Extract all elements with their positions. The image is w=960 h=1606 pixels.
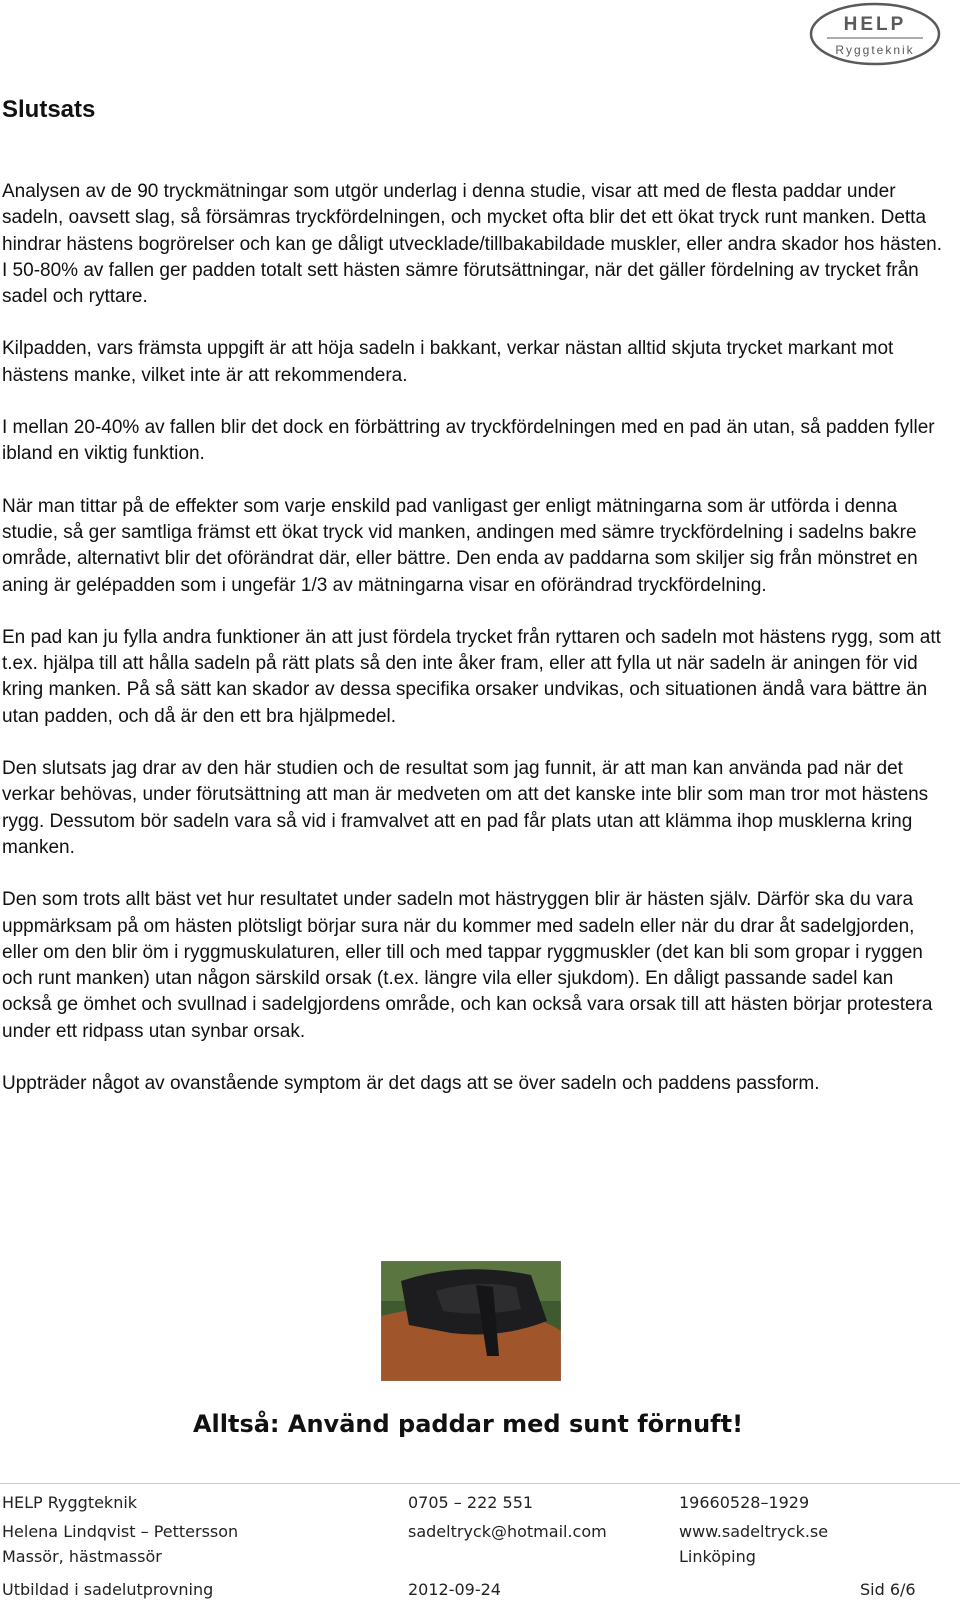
- paragraph: Analysen av de 90 tryckmätningar som utgör underlag i denna studie, visar att med de flesta paddar under sadeln, oavsett slag, så försämras tryckfördelningen, och mycket ofta blir det ett ökat tryck runt manken. Detta hindrar hästens bogrörelser och kan ge dåligt utvecklade/tillbakabildade muskler, eller andra skador hos hästen. I 50-80% av fallen ger padden totalt sett hästen sämre förutsättningar, när det gäller fördelning av trycket från sadel och ryttare.: [2, 181, 942, 308]
- logo-main-text: HELP: [843, 14, 907, 35]
- page-heading: Slutsats: [2, 96, 96, 123]
- conclusion-text: Alltså: Använd paddar med sunt förnuft!: [192, 1410, 744, 1438]
- footer-divider: [0, 1483, 960, 1484]
- paragraph: I mellan 20-40% av fallen blir det dock en förbättring av tryckfördelningen med en pad än utan, så padden fyller ibland en viktig funktion.: [2, 417, 935, 465]
- footer-email: sadeltryck@hotmail.com: [408, 1522, 607, 1541]
- footer-phone: 0705 – 222 551: [408, 1493, 534, 1512]
- paragraph: En pad kan ju fylla andra funktioner än att just fördela trycket från ryttaren och sadeln mot hästens rygg, som att t.ex. hjälpa till att hålla sadeln på rätt plats så den inte åker fram, eller att fylla ut när sadeln är aningen för vid kring manken. På så sätt kan skador av dessa specifika orsaker undvikas, och situationen ändå vara bättre än utan padden, och då är den ett bra hjälpmedel.: [2, 626, 941, 727]
- footer-org-number: 19660528–1929: [679, 1493, 810, 1512]
- footer-date: 2012-09-24: [408, 1580, 501, 1599]
- footer-city: Linköping: [679, 1547, 756, 1566]
- footer-page-number: Sid 6/6: [860, 1580, 916, 1599]
- paragraph: Den slutsats jag drar av den här studien och de resultat som jag funnit, är att man kan använda pad när det verkar behövas, under förutsättning att man är medveten om att det kanske inte blir som man tror mot hästens rygg. Dessutom bör sadeln vara så vid i framvalvet att en pad får plats utan att klämma ihop musklerna kring manken.: [2, 758, 929, 858]
- logo-sub-text: Ryggteknik: [835, 43, 915, 57]
- body-text: [2, 179, 946, 1123]
- footer-website: www.sadeltryck.se: [679, 1522, 829, 1541]
- paragraph: Den som trots allt bäst vet hur resultatet under sadeln mot hästryggen blir är hästen själv. Därför ska du vara uppmärksam på om hästen plötsligt börjar sura när du kommer med sadeln eller när du drar åt sadelgjorden, eller om den blir öm i ryggmuskulaturen, eller till och med tappar ryggmuskler (det kan bli som gropar i ryggen och runt manken) utan någon särskild orsak (t.ex. längre vila eller sjukdom). En dåligt passande sadel kan också ge ömhet och svullnad i sadelgjordens område, och kan också vara orsak till att hästen börjar protestera under ett ridpass utan synbar orsak.: [2, 889, 933, 1042]
- paragraph: Uppträder något av ovanstående symptom är det dags att se över sadeln och paddens passform.: [2, 1073, 820, 1095]
- footer-title: Massör, hästmassör: [2, 1547, 162, 1566]
- saddle-photo: [381, 1261, 561, 1381]
- paragraph: Kilpadden, vars främsta uppgift är att höja sadeln i bakkant, verkar nästan alltid skjuta trycket markant mot hästens manke, vilket inte är att rekommendera.: [2, 338, 894, 386]
- footer-author: Helena Lindqvist – Pettersson: [2, 1522, 239, 1541]
- paragraph: När man tittar på de effekter som varje enskild pad vanligast ger enligt mätningarna som är utförda i denna studie, så ger samtliga främst ett ökat tryck vid manken, andingen med sämre tryckfördelning i sadelns bakre område, alternativt blir det oförändrat där, eller bättre. Den enda av paddarna som skiljer sig från mönstret en aning är gelépadden som i ungefär 1/3 av mätningarna visar en oförändrad tryckfördelning.: [2, 495, 918, 596]
- help-ryggteknik-logo: [807, 0, 943, 68]
- footer-education: Utbildad i sadelutprovning: [2, 1580, 214, 1599]
- footer-company: HELP Ryggteknik: [2, 1493, 138, 1512]
